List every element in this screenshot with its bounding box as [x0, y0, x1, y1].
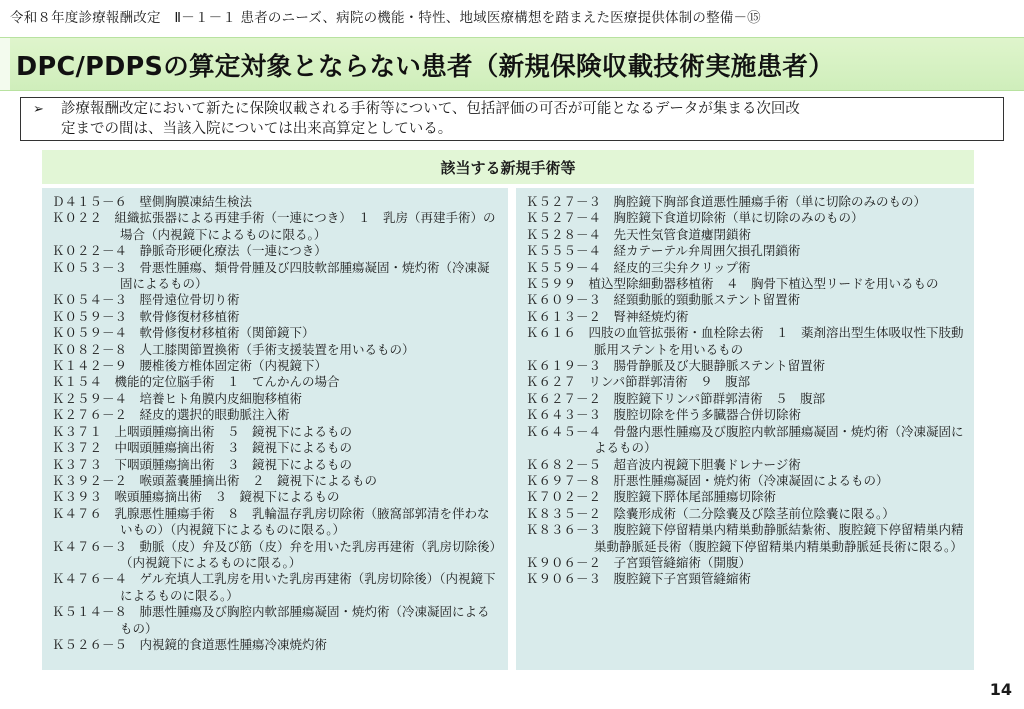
- procedure-item: Ｋ４７６－３ 動脈（皮）弁及び筋（皮）弁を用いた乳房再建術（乳房切除後）（内視鏡下によるものに限る。）: [52, 538, 496, 570]
- procedure-item: Ｋ６９７－８ 肝悪性腫瘍凝固・焼灼術（冷凍凝固によるもの）: [526, 472, 889, 488]
- procedure-item: Ｋ６８２－５ 超音波内視鏡下胆嚢ドレナージ術: [526, 456, 801, 472]
- title-accent: [0, 38, 10, 90]
- procedure-item: Ｋ６０９－３ 経頸動脈的頸動脈ステント留置術: [526, 292, 801, 308]
- summary-line-1: 診療報酬改定において新たに保険収載される手術等について、包括評価の可否が可能となるデータが集まる次回改: [61, 101, 800, 117]
- procedure-item: Ｋ４７６ 乳腺悪性腫瘍手術 ８ 乳輪温存乳房切除術（腋窩部郭清を伴わないもの）（内視鏡下によるものに限る。）: [52, 505, 490, 538]
- procedure-item: Ｋ３７３ 下咽頭腫瘍摘出術 ３ 鏡視下によるもの: [52, 456, 353, 472]
- summary-line-2: 定までの間は、当該入院については出来高算定としている。: [61, 120, 453, 137]
- procedure-item: Ｋ０５９－４ 軟骨修復材移植術（関節鏡下）: [52, 325, 315, 341]
- procedure-item: Ｋ６２７－２ 腹腔鏡下リンパ節群郭清術 ５ 腹部: [526, 390, 826, 406]
- header-breadcrumb: 令和８年度診療報酬改定 Ⅱ－１－１ 患者のニーズ、病院の機能・特性、地域医療構想を踏まえた医療提供体制の整備－⑮: [10, 10, 761, 26]
- procedure-item: Ｋ５５５－４ 経カテーテル弁周囲欠損孔閉鎖術: [526, 243, 801, 259]
- procedure-item: Ｋ５９９ 植込型除細動器移植術 ４ 胸骨下植込型リードを用いるもの: [526, 276, 939, 292]
- procedure-item: Ｋ８３６－３ 腹腔鏡下停留精巣内精巣動静脈結紮術、腹腔鏡下停留精巣内精巣動静脈延長術（腹腔鏡下停留精巣内精巣動静脈延長術に限る。）: [526, 522, 964, 554]
- procedure-item: Ｋ６１３－２ 腎神経焼灼術: [526, 308, 689, 324]
- left-procedure-list: [42, 188, 508, 670]
- procedure-item: Ｋ２５９－４ 培養ヒト角膜内皮細胞移植術: [52, 390, 303, 406]
- procedure-item: Ｋ６４５－４ 骨盤内悪性腫瘍及び腹腔内軟部腫瘍凝固・焼灼術（冷凍凝固によるもの）: [526, 423, 964, 456]
- procedure-item: Ｋ３９３ 喉頭腫瘍摘出術 ３ 鏡視下によるもの: [52, 489, 340, 505]
- bullet-arrow-icon: ➢: [33, 102, 44, 117]
- procedure-item: Ｋ６１９－３ 腸骨静脈及び大腿静脈ステント留置術: [526, 358, 826, 374]
- procedure-item: Ｋ１４２－９ 腰椎後方椎体固定術（内視鏡下）: [52, 358, 328, 374]
- procedure-item: Ｋ７０２－２ 腹腔鏡下膵体尾部腫瘍切除術: [526, 489, 777, 505]
- procedure-item: Ｋ９０６－３ 腹腔鏡下子宮頸管縫縮術: [526, 571, 752, 587]
- page-title: DPC/PDPSの算定対象とならない患者（新規保険収載技術実施患者）: [16, 52, 834, 82]
- title-bar: [0, 37, 1024, 91]
- procedure-item: Ｋ４７６－４ ゲル充填人工乳房を用いた乳房再建術（乳房切除後）（内視鏡下によるものに限る。）: [52, 571, 496, 603]
- procedure-item: Ｋ５２７－３ 胸腔鏡下胸部食道悪性腫瘍手術（単に切除のみのもの）: [526, 194, 927, 209]
- procedure-item: Ｋ５２８－４ 先天性気管食道瘻閉鎖術: [526, 226, 752, 242]
- procedure-item: Ｋ０５３－３ 骨悪性腫瘍、類骨骨腫及び四肢軟部腫瘍凝固・焼灼術（冷凍凝固によるもの）: [52, 259, 490, 292]
- procedure-item: Ｄ４１５－６ 壁側胸膜凍結生検法: [52, 194, 253, 209]
- procedure-item: Ｋ５１４－８ 肺悪性腫瘍及び胸腔内軟部腫瘍凝固・焼灼術（冷凍凝固によるもの）: [52, 604, 490, 636]
- procedure-item: Ｋ０５４－３ 脛骨遠位骨切り術: [52, 292, 240, 308]
- page-number: 14: [989, 680, 1012, 699]
- procedure-item: Ｋ０２２ 組織拡張器による再建手術（一連につき） １ 乳房（再建手術）の場合（内視鏡下によるものに限る。）: [52, 210, 496, 242]
- procedure-item: Ｋ８３５－２ 陰嚢形成術（二分陰嚢及び陰茎前位陰嚢に限る。）: [526, 505, 895, 521]
- procedure-item: Ｋ３７１ 上咽頭腫瘍摘出術 ５ 鏡視下によるもの: [52, 423, 353, 439]
- procedure-item: Ｋ６２７ リンパ節群郭清術 ９ 腹部: [526, 374, 751, 390]
- procedure-item: Ｋ２７６－２ 経皮的選択的眼動脈注入術: [52, 407, 290, 423]
- procedure-item: Ｋ５２７－４ 胸腔鏡下食道切除術（単に切除のみのもの）: [526, 210, 864, 226]
- procedure-item: Ｋ０５９－３ 軟骨修復材移植術: [52, 308, 240, 324]
- procedure-item: Ｋ５５９－４ 経皮的三尖弁クリップ術: [526, 259, 751, 275]
- procedure-item: Ｋ０８２－８ 人工膝関節置換術（手術支援装置を用いるもの）: [52, 341, 415, 357]
- summary-box: [20, 97, 1004, 141]
- right-procedure-list: [516, 188, 974, 670]
- procedure-item: Ｋ６４３－３ 腹腔切除を伴う多臓器合併切除術: [526, 407, 802, 423]
- procedure-item: Ｋ３７２ 中咽頭腫瘍摘出術 ３ 鏡視下によるもの: [52, 440, 353, 456]
- procedure-item: Ｋ０２２－４ 静脈奇形硬化療法（一連につき）: [52, 243, 327, 259]
- procedure-item: Ｋ３９２－２ 喉頭蓋嚢腫摘出術 ２ 鏡視下によるもの: [52, 472, 378, 488]
- procedure-item: Ｋ５２６－５ 内視鏡的食道悪性腫瘍冷凍焼灼術: [52, 636, 328, 652]
- procedure-item: Ｋ１５４ 機能的定位脳手術 １ てんかんの場合: [52, 374, 340, 390]
- procedure-item: Ｋ６１６ 四肢の血管拡張術・血栓除去術 １ 薬剤溶出型生体吸収性下肢動脈用ステントを用いるもの: [526, 325, 964, 357]
- procedure-item: Ｋ９０６－２ 子宮頸管縫縮術（開腹）: [526, 554, 752, 570]
- panel-heading: 該当する新規手術等: [42, 150, 974, 184]
